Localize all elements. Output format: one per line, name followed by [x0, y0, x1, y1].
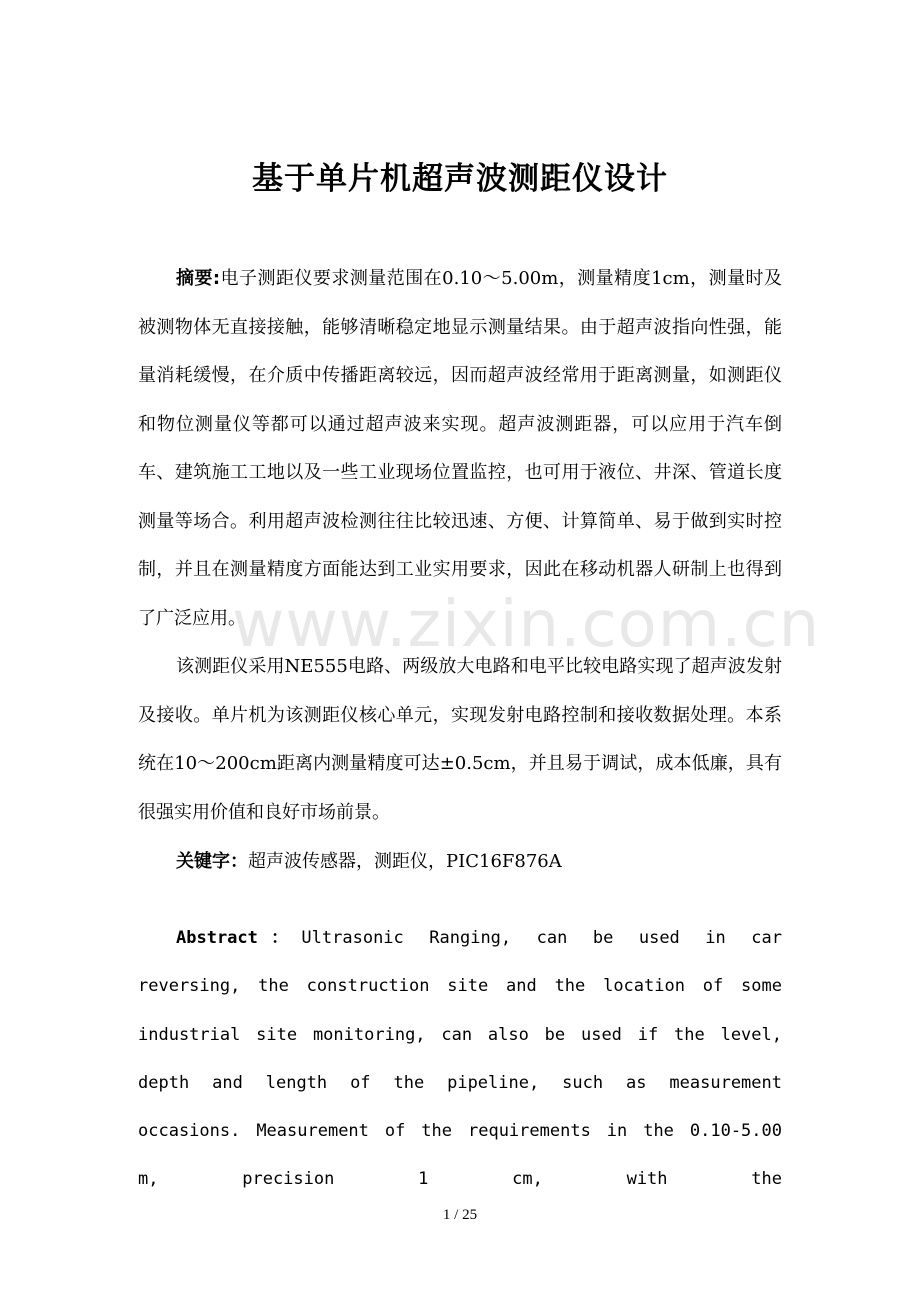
keywords-text: 超声波传感器，测距仪，PIC16F876A: [248, 851, 562, 872]
document-title: 基于单片机超声波测距仪设计: [252, 161, 668, 197]
watermark: www.zixin.com.cn: [232, 588, 821, 662]
english-abstract-label: Abstract：: [176, 928, 302, 948]
abstract-paragraph-1: [138, 255, 782, 643]
english-abstract-text: Ultrasonic Ranging, can be used in car reversing, the construction site and the location of some industrial site monitoring, can also be used if the level, depth and length of the pipeline, such as measurement occasions. Measurement of the requirements in the 0.10-5.00 m, precision 1 cm, with the: [138, 928, 782, 1190]
page-number: 1 / 25: [442, 1207, 478, 1223]
abstract-label: 摘要:: [176, 268, 221, 289]
abstract-paragraph-2: 该测距仪采用NE555电路、两级放大电路和电平比较电路实现了超声波发射及接收。单片机为该测距仪核心单元，实现发射电路控制和接收数据处理。本系统在10～200cm距离内测量精度可达±0.5cm，并且易于调试，成本低廉，具有很强实用价值和良好市场前景。: [138, 656, 782, 823]
abstract-text-1: 电子测距仪要求测量范围在0.10～5.00m，测量精度1cm，测量时及被测物体无直接接触，能够清晰稳定地显示测量结果。由于超声波指向性强，能量消耗缓慢，在介质中传播距离较远，因而超声波经常用于距离测量，如测距仪和物位测量仪等都可以通过超声波来实现。超声波测距器，可以应用于汽车倒车、建筑施工工地以及一些工业现场位置监控，也可用于液位、井深、管道长度测量等场合。利用超声波检测往往比较迅速、方便、计算简单、易于做到实时控制，并且在测量精度方面能达到工业实用要求，因此在移动机器人研制上也得到了广泛应用。: [138, 268, 782, 629]
english-abstract-paragraph: [138, 914, 782, 1204]
keywords-paragraph: [138, 838, 782, 887]
keywords-label: 关键字：: [176, 851, 248, 872]
